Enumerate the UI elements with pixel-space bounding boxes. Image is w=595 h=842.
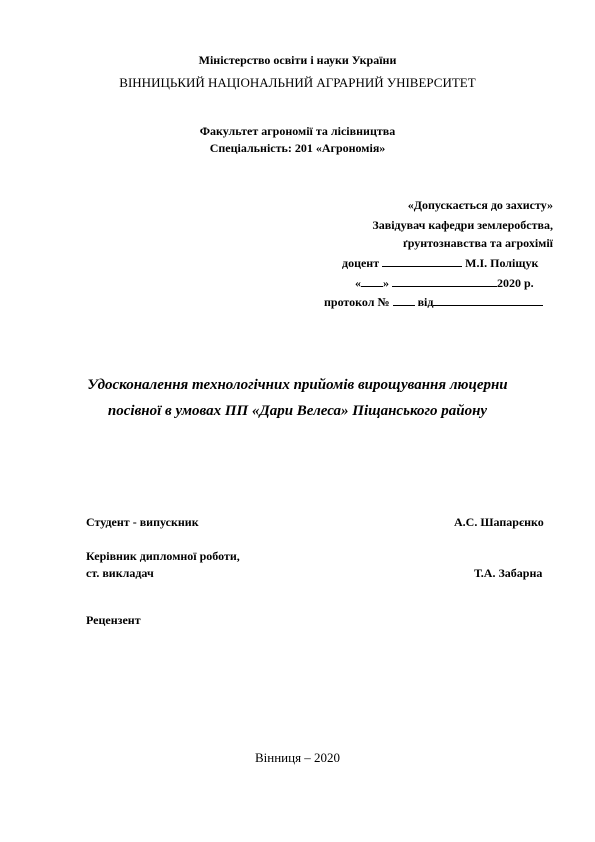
university-name: ВІННИЦЬКИЙ НАЦІОНАЛЬНИЙ АГРАРНИЙ УНІВЕРСИТЕТ [119, 75, 476, 90]
date-month-blank [392, 275, 497, 287]
student-name: А.С. Шапарєнко [454, 515, 544, 529]
date-year: 2020 р. [497, 276, 534, 290]
faculty-line: Факультет агрономії та лісівництва [199, 124, 396, 138]
protocol-number-blank [393, 294, 415, 306]
supervisor-label-2: ст. викладач [86, 566, 154, 580]
head-of-department-line-2: ґрунтознавства та агрохімії [403, 236, 553, 250]
head-of-department-line-1: Завідувач кафедри землеробства, [372, 218, 553, 232]
thesis-title-line-2: посівної в умовах ПП «Дари Велеса» Піщанського району [107, 403, 488, 419]
admit-to-defense: «Допускається до захисту» [407, 198, 553, 212]
docent-signature-blank [382, 255, 462, 267]
supervisor-label-1: Керівник дипломної роботи, [86, 549, 240, 563]
reviewer-label: Рецензент [86, 613, 141, 627]
thesis-title-line-1: Удосконалення технологічних прийомів вирощування люцерни [87, 377, 508, 393]
approval-date-line [355, 275, 534, 289]
student-label: Студент - випускник [86, 515, 199, 529]
date-open-quote: « [355, 276, 361, 290]
protocol-line [324, 294, 543, 308]
date-day-blank [361, 275, 383, 287]
ministry-line: Міністерство освіти і науки України [198, 53, 397, 67]
protocol-from: від [417, 295, 434, 309]
city-year: Вінниця – 2020 [254, 750, 341, 765]
date-close-quote: » [383, 276, 389, 290]
docent-name: М.І. Поліщук [465, 256, 539, 270]
protocol-date-blank [433, 294, 543, 306]
docent-prefix: доцент [342, 256, 380, 270]
protocol-prefix: протокол № [324, 295, 390, 309]
supervisor-name: Т.А. Забарна [474, 566, 543, 580]
docent-signature-line [342, 255, 538, 269]
specialty-line: Спеціальність: 201 «Агрономія» [209, 141, 386, 155]
